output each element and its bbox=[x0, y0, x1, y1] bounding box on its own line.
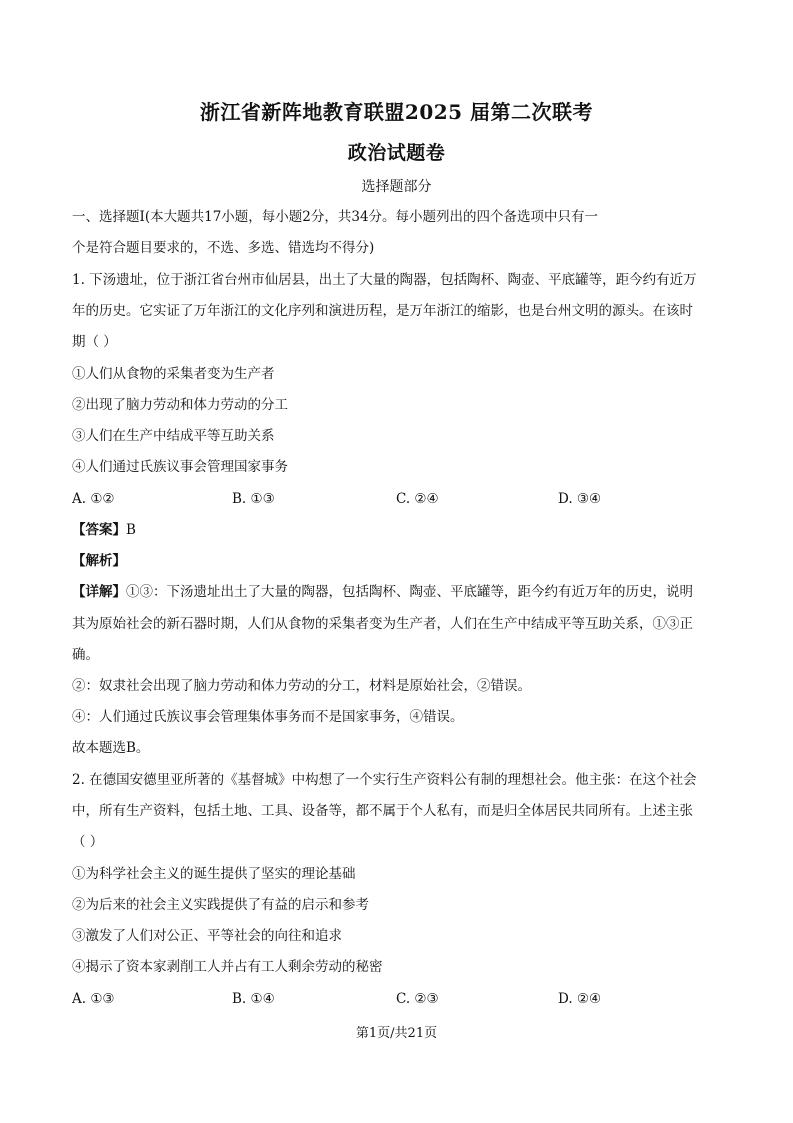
statement-item: ③人们在生产中结成平等互助关系 bbox=[72, 428, 275, 444]
question-stem-line: （ ） bbox=[72, 834, 104, 850]
page-number: 第1页/共21页 bbox=[355, 1026, 438, 1041]
analysis-line bbox=[72, 551, 722, 571]
statement-item: ④揭示了资本家剥削工人并占有工人剩余劳动的秘密 bbox=[72, 959, 383, 975]
question-stem-line: 1. 下汤遗址，位于浙江省台州市仙居县，出土了大量的陶器，包括陶杯、陶壶、平底罐等，距今约有近万 bbox=[72, 272, 697, 288]
statement-item: ①为科学社会主义的诞生提供了坚实的理论基础 bbox=[72, 866, 356, 882]
option-a: A. ①② bbox=[72, 491, 115, 507]
statement-item: ④人们通过氏族议事会管理国家事务 bbox=[72, 459, 288, 475]
analysis-label: 【解析】 bbox=[72, 553, 126, 569]
question-stem-line: 中，所有生产资料，包括土地、工具、设备等，都不属于个人私有，而是归全体居民共同所有。上述主张 bbox=[72, 803, 693, 819]
answer-value: B bbox=[126, 522, 136, 538]
detail-line: 故本题选B。 bbox=[72, 740, 150, 756]
detail-label: 【详解】 bbox=[72, 584, 126, 600]
exam-title: 浙江省新阵地教育联盟2025 届第二次联考 bbox=[199, 100, 594, 124]
statement-item: ②为后来的社会主义实践提供了有益的启示和参考 bbox=[72, 897, 369, 913]
statement-item: ③激发了人们对公正、平等社会的向往和追求 bbox=[72, 928, 342, 944]
answer-label: 【答案】 bbox=[72, 522, 126, 538]
option-d: D. ②④ bbox=[558, 991, 602, 1007]
option-c: C. ②③ bbox=[396, 991, 439, 1007]
option-c: C. ②④ bbox=[396, 491, 439, 507]
exam-subtitle: 政治试题卷 bbox=[347, 142, 446, 164]
answer-line bbox=[72, 520, 722, 540]
statement-item: ①人们从食物的采集者变为生产者 bbox=[72, 366, 275, 382]
statement-item: ②出现了脑力劳动和体力劳动的分工 bbox=[72, 397, 288, 413]
detail-line: 确。 bbox=[72, 647, 99, 663]
section-heading: 选择题部分 bbox=[361, 179, 432, 195]
answer-options bbox=[72, 989, 722, 1009]
option-b: B. ①③ bbox=[232, 491, 275, 507]
option-a: A. ①③ bbox=[72, 991, 115, 1007]
detail-line: 其为原始社会的新石器时期，人们从食物的采集者变为生产者，人们在生产中结成平等互助关系，①③正 bbox=[72, 616, 693, 632]
question-stem-line: 期（ ） bbox=[72, 334, 117, 350]
question-stem-line: 年的历史。它实证了万年浙江的文化序列和演进历程，是万年浙江的缩影，也是台州文明的源头。在该时 bbox=[72, 303, 693, 319]
detail-text: ①③：下汤遗址出土了大量的陶器，包括陶杯、陶壶、平底罐等，距今约有近万年的历史，说明 bbox=[126, 584, 693, 600]
instruction-line: 一、选择题Ⅰ(本大题共17小题，每小题2分，共34分。每小题列出的四个备选项中只有一 bbox=[72, 209, 599, 225]
detail-line: ④：人们通过氏族议事会管理集体事务而不是国家事务，④错误。 bbox=[72, 709, 464, 725]
question-stem-line: 2. 在德国安德里亚所著的《基督城》中构想了一个实行生产资料公有制的理想社会。他主张：在这个社会 bbox=[72, 772, 697, 788]
detail-line bbox=[72, 582, 722, 602]
option-b: B. ①④ bbox=[232, 991, 275, 1007]
instruction-line: 个是符合题目要求的，不选、多选、错选均不得分) bbox=[72, 240, 375, 256]
answer-options bbox=[72, 489, 722, 509]
option-d: D. ③④ bbox=[558, 491, 602, 507]
detail-line: ②：奴隶社会出现了脑力劳动和体力劳动的分工，材料是原始社会，②错误。 bbox=[72, 678, 531, 694]
